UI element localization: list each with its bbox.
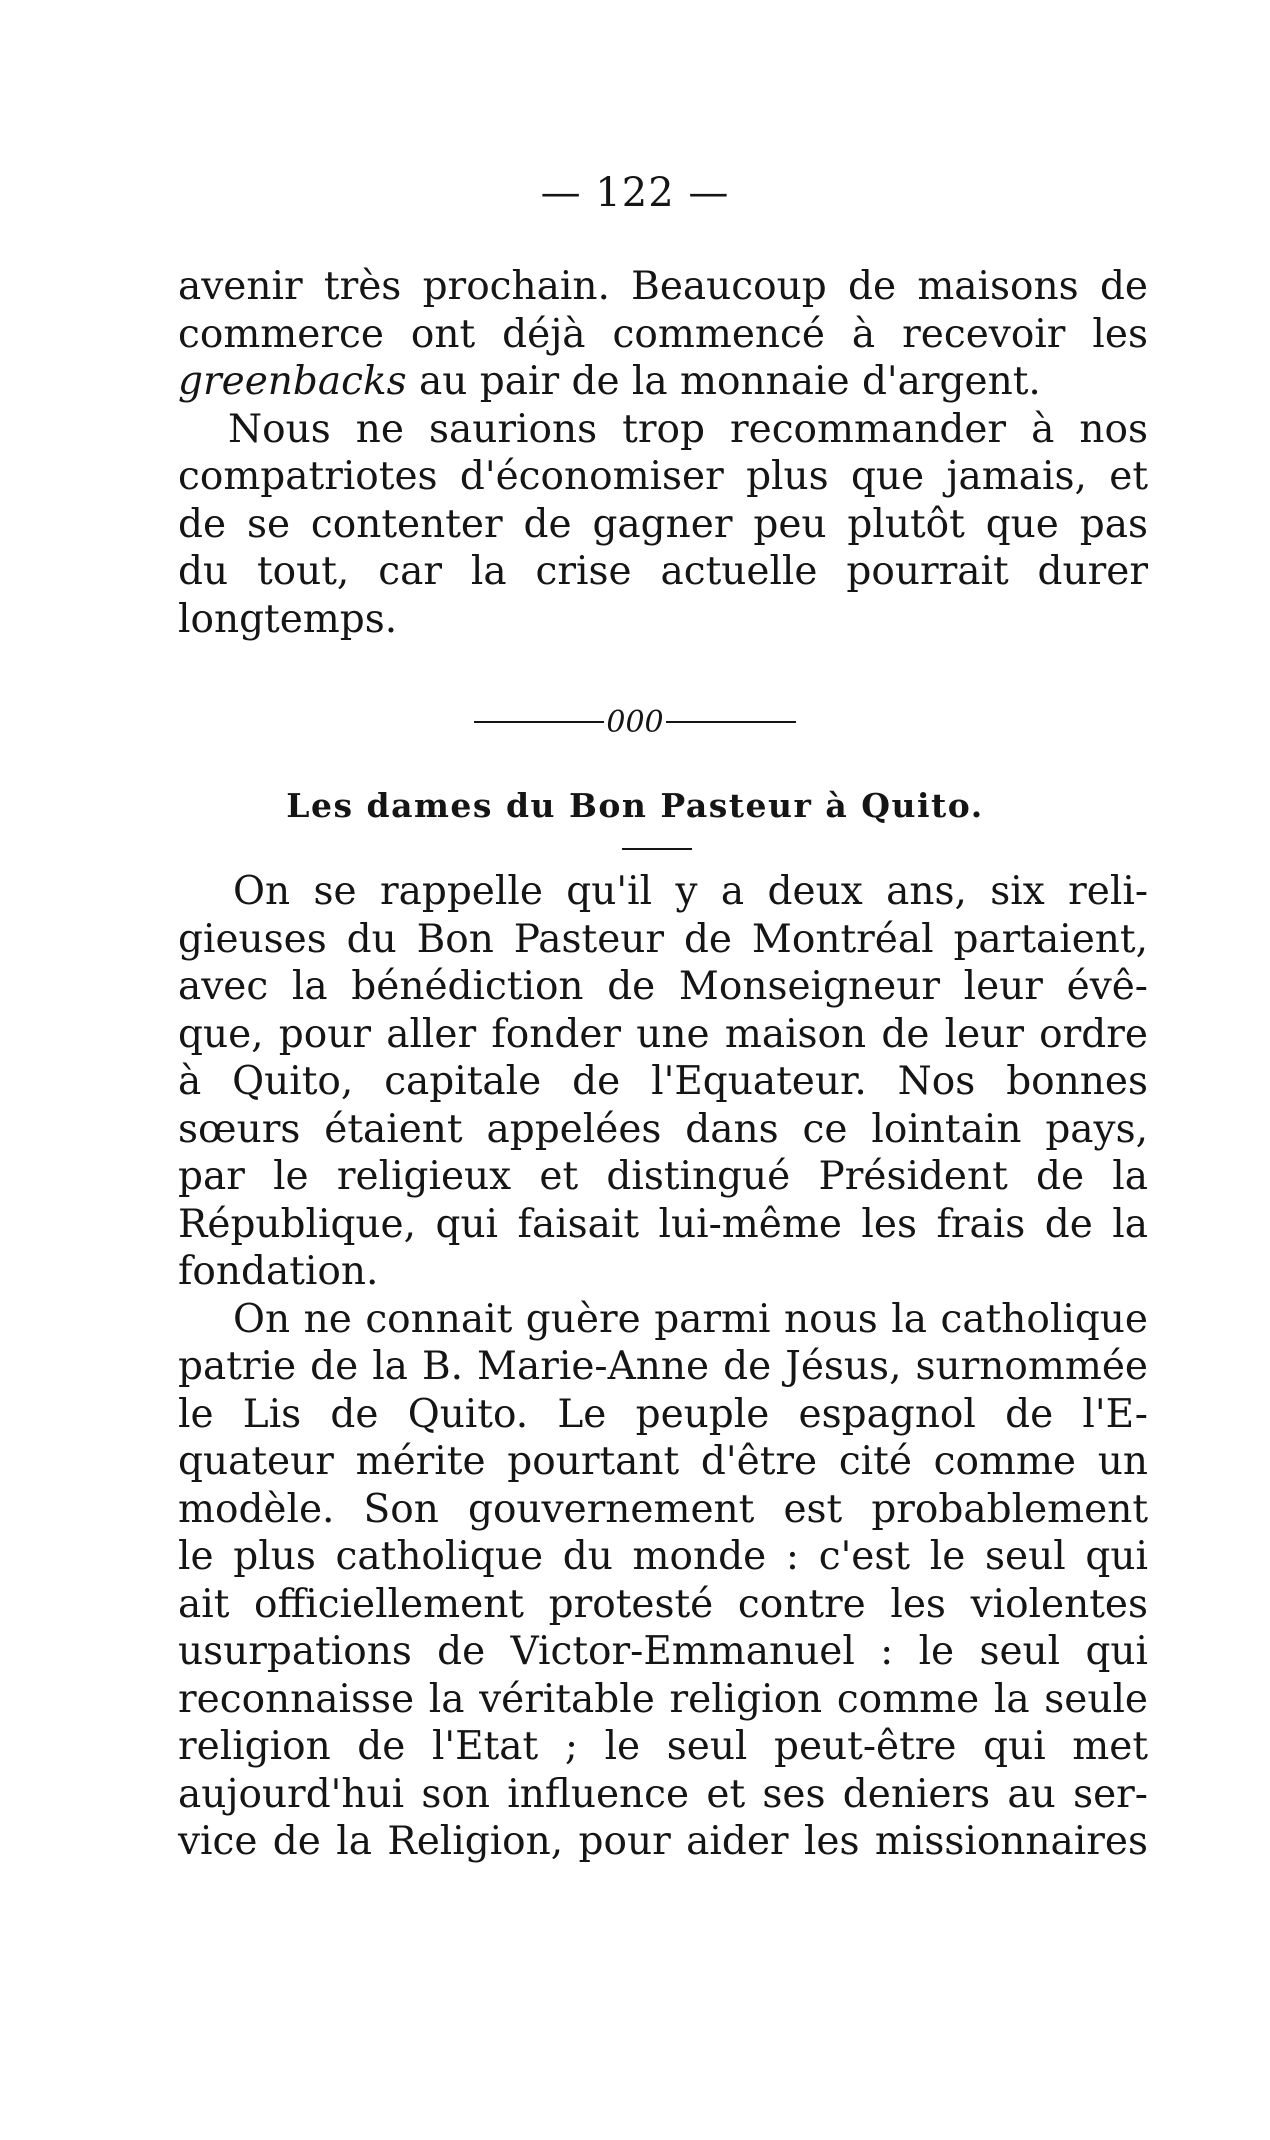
page-number: — 122 —	[540, 170, 730, 216]
paragraph-4-line-7: ait officiellement protesté contre les violentes	[178, 1581, 1148, 1627]
text-block-top	[178, 263, 1148, 643]
paragraph-3-line-7: par le religieux et distingué Président de la	[178, 1154, 1148, 1199]
paragraph-4-line-2: patrie de la B. Marie-Anne de Jésus, surnommée	[178, 1344, 1148, 1389]
paragraph-3-line-5: à Quito, capitale de l'Equateur. Nos bonnes	[178, 1059, 1148, 1104]
paragraph-1-line-2: commerce ont déjà commencé à recevoir les	[178, 311, 1148, 357]
separator-mark: 000	[606, 704, 664, 740]
section-heading: Les dames du Bon Pasteur à Quito.	[286, 786, 984, 825]
paragraph-2-line-2: compatriotes d'économiser plus que jamais, et	[178, 454, 1148, 499]
paragraph-4-line-9: reconnaisse la véritable religion comme la seule	[178, 1676, 1148, 1722]
separator-rule-left	[474, 721, 604, 723]
paragraph-2-line-4: du tout, car la crise actuelle pourrait durer	[178, 549, 1148, 594]
paragraph-2-line-3: de se contenter de gagner peu plutôt que pas	[178, 501, 1148, 547]
paragraph-3-line-6: sœurs étaient appelées dans ce lointain pays,	[178, 1106, 1148, 1152]
paragraph-4-line-10: religion de l'Etat ; le seul peut-être qui met	[178, 1724, 1148, 1769]
separator-rule-right	[666, 721, 796, 723]
paragraph-3-line-8: République, qui faisait lui-même les frais de la	[178, 1201, 1148, 1247]
paragraph-1-line-3: greenbacks au pair de la monnaie d'argent.	[178, 359, 1041, 404]
paragraph-4-line-11: aujourd'hui son influence et ses deniers au ser-	[178, 1771, 1148, 1817]
paragraph-3-line-1: On se rappelle qu'il y a deux ans, six reli-	[233, 869, 1148, 914]
paragraph-4-line-3: le Lis de Quito. Le peuple espagnol de l'E-	[178, 1391, 1148, 1437]
paragraph-3-line-2: gieuses du Bon Pasteur de Montréal partaient,	[178, 916, 1148, 962]
paragraph-4-line-1: On ne connait guère parmi nous la catholique	[233, 1296, 1148, 1342]
paragraph-4-line-6: le plus catholique du monde : c'est le seul qui	[178, 1534, 1148, 1579]
text-block-bottom	[178, 868, 1148, 1866]
paragraph-4-line-4: quateur mérite pourtant d'être cité comme un	[178, 1439, 1148, 1484]
paragraph-4-line-12: vice de la Religion, pour aider les missionnaires	[178, 1819, 1148, 1864]
paragraph-3-line-3: avec la bénédiction de Monseigneur leur évê-	[178, 964, 1148, 1009]
paragraph-4-line-5: modèle. Son gouvernement est probablement	[178, 1486, 1148, 1532]
paragraph-4-line-8: usurpations de Victor-Emmanuel : le seul qui	[178, 1629, 1148, 1674]
greenbacks-emphasis: greenbacks	[178, 359, 407, 404]
paragraph-2-line-5: longtemps.	[178, 596, 398, 642]
paragraph-1-line-1: avenir très prochain. Beaucoup de maisons de	[178, 264, 1148, 309]
paragraph-3-line-9: fondation.	[178, 1249, 379, 1294]
paragraph-2-line-1: Nous ne saurions trop recommander à nos	[228, 406, 1148, 452]
paragraph-3-line-4: que, pour aller fonder une maison de leur ordre	[178, 1011, 1148, 1057]
section-separator	[0, 703, 1270, 740]
heading-underline	[622, 848, 692, 850]
